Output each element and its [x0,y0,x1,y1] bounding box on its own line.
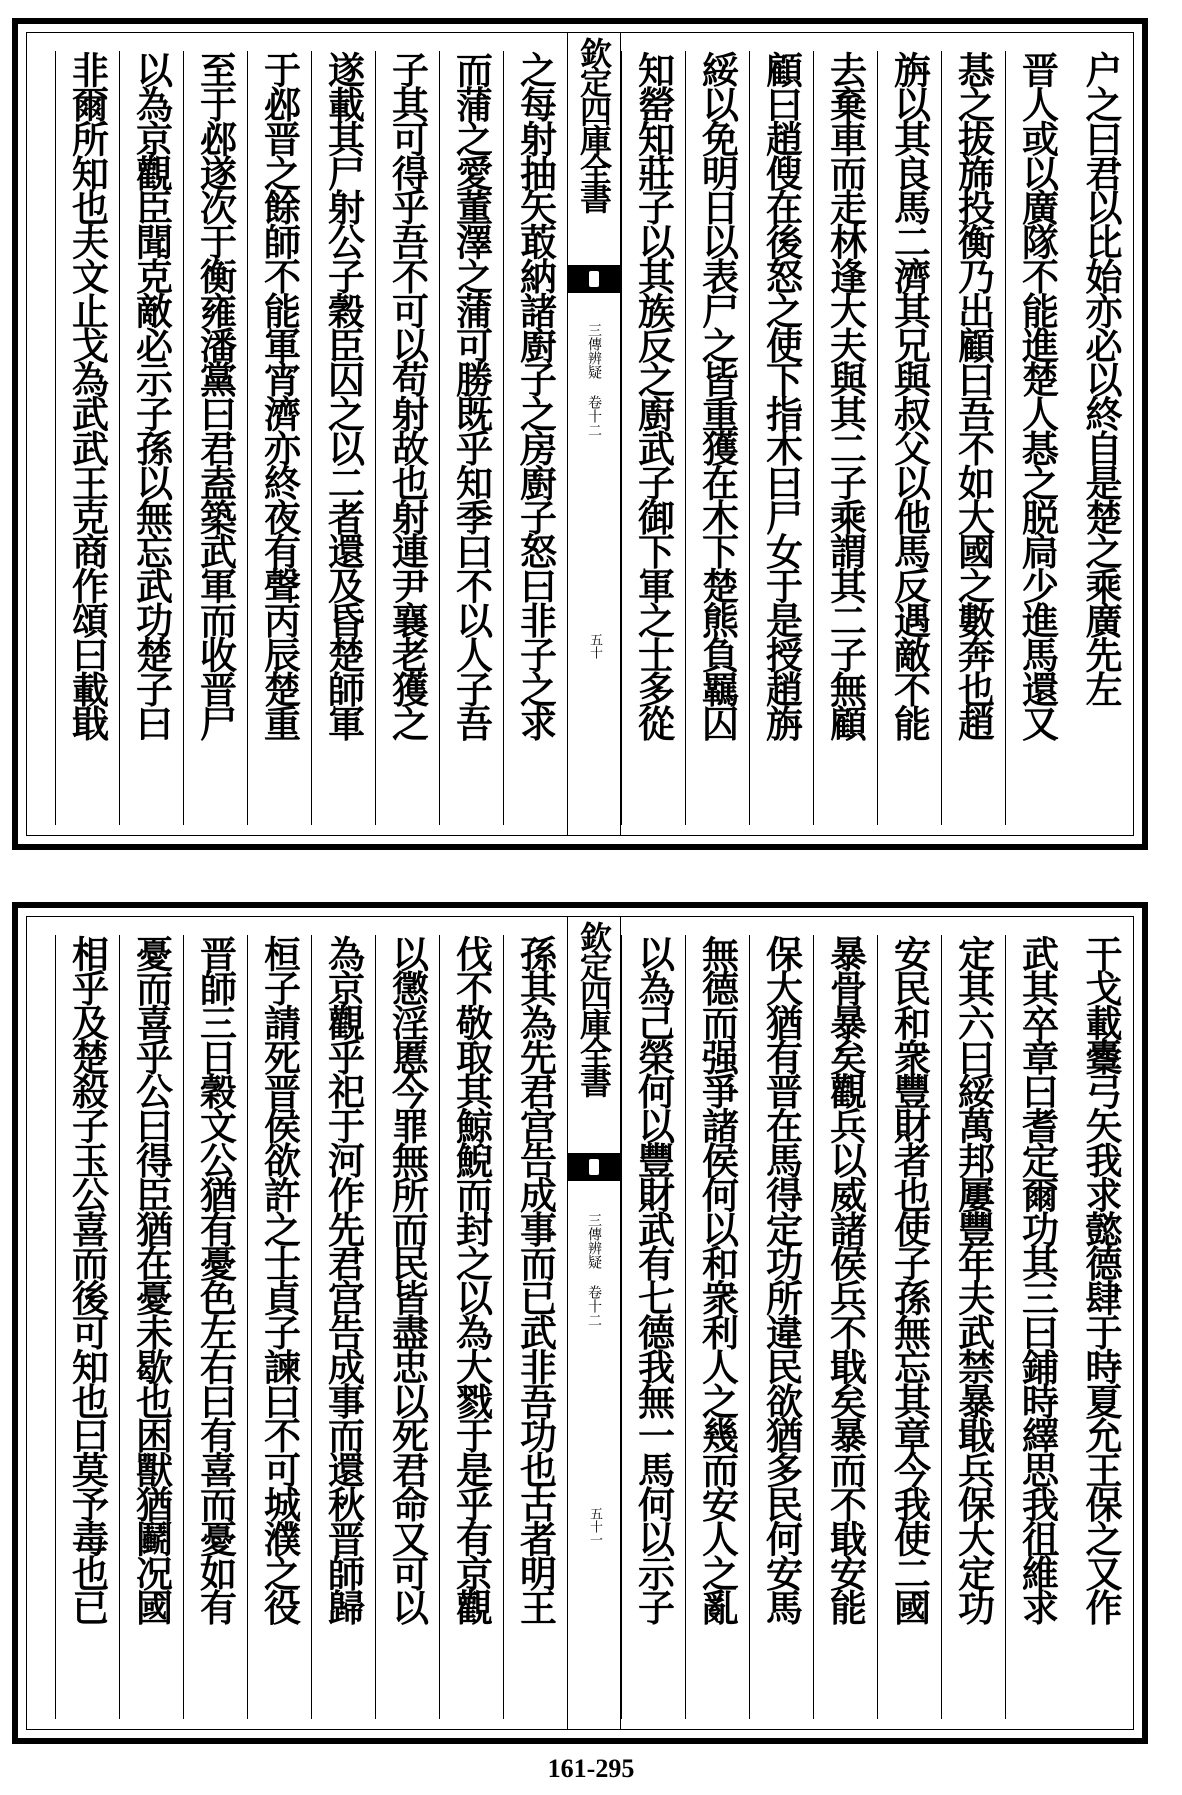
text-column: 子其可得乎吾不可以苟射故也射連尹襄老獲之 [375,51,439,825]
text-column: 武其卒章曰耆定爾功其三曰鋪時繹思我徂維求 [1005,935,1069,1719]
text-column: 遂載其尸射公子穀臣囚之以二者還及昏楚師軍 [311,51,375,825]
text-column: 于邲晋之餘師不能軍宵濟亦終夜有聲丙辰楚重 [247,51,311,825]
text-column: 户之曰君以比始亦必以終自是楚之乘廣先左 [1079,51,1123,705]
top-page-frame [12,18,1148,850]
text-column: 憂而喜乎公曰得臣猶在憂未歇也困獸猶鬬况國 [119,935,183,1719]
text-column: 旃以其良馬二濟其兄與叔父以他馬反遇敵不能 [877,51,941,825]
text-column: 孫其為先君宫告成事而已武非吾功也古者明王 [503,935,567,1719]
text-column: 惎之拔旆投衡乃出顧曰吾不如大國之數奔也趙 [941,51,1005,825]
text-column: 綏以免明日以表尸之皆重獲在木下楚熊負羈囚 [685,51,749,825]
text-column: 暴骨暴矣觀兵以威諸侯兵不戢矣暴而不戢安能 [813,935,877,1719]
bottom-page-inner-border [26,916,1134,1730]
text-column: 以為己榮何以豐財武有七德我無一馬何以示子 [621,935,685,1719]
book-title: 欽定四庫全書 [575,921,613,1095]
chapter-label: 三傳辨疑 卷十二 [586,1213,602,1327]
fishtail-mark-icon [568,1153,620,1181]
text-column: 干戈載櫜弓矢我求懿德肆于時夏允王保之又作 [1079,935,1123,1624]
text-column: 以懲淫慝今罪無所而民皆盡忠以死君命又可以 [375,935,439,1719]
text-column: 之每射抽矢菆納諸廚子之房廚子怒曰非子之求 [503,51,567,825]
top-page-inner-border [26,32,1134,836]
text-column: 以為京觀臣聞克敵必示子孫以無忘武功楚子曰 [119,51,183,825]
text-column: 晋師三日穀文公猶有憂色左右曰有喜而憂如有 [183,935,247,1719]
center-fold [567,33,621,835]
page-number: 五十 [587,633,602,659]
text-column: 安民和衆豐財者也使子孫無忘其章今我使二國 [877,935,941,1719]
text-column: 顧曰趙傁在後怒之使下指木曰尸女于是授趙旃 [749,51,813,825]
text-column: 無德而强爭諸侯何以和衆利人之幾而安人之亂 [685,935,749,1719]
text-column: 至于邲遂次于衡雍潘黨曰君盍築武軍而收晋尸 [183,51,247,825]
page-footer-number: 161-295 [547,1754,635,1783]
text-column: 為京觀乎祀于河作先君宫告成事而還秋晋師歸 [311,935,375,1719]
text-column: 去棄車而走林逢大夫與其二子乘謂其二子無顧 [813,51,877,825]
text-column: 保大猶有晋在馬得定功所違民欲猶多民何安馬 [749,935,813,1719]
text-column: 知罃知莊子以其族反之廚武子御下軍之士多從 [621,51,685,825]
book-title: 欽定四庫全書 [575,37,613,211]
page-number: 五十一 [587,1507,602,1546]
text-column: 晋人或以廣隊不能進楚人惎之脱扃少進馬還又 [1005,51,1069,825]
text-column: 伐不敬取其鯨鯢而封之以為大戮于是乎有京觀 [439,935,503,1719]
text-column: 而蒲之愛董澤之蒲可勝既乎知季曰不以人子吾 [439,51,503,825]
text-column: 相乎及楚殺子玉公喜而後可知也曰莫予毒也已 [55,935,119,1719]
chapter-label: 三傳辨疑 卷十二 [586,323,602,437]
text-column: 非爾所知也夫文止戈為武武王克商作頌曰載戢 [55,51,119,825]
text-column: 桓子請死晋侯欲許之士貞子諫曰不可城濮之役 [247,935,311,1719]
text-column: 定其六曰綏萬邦屢豐年夫武禁暴戢兵保大定功 [941,935,1005,1719]
center-fold [567,917,621,1729]
bottom-page-frame [12,902,1148,1744]
fishtail-mark-icon [568,265,620,293]
